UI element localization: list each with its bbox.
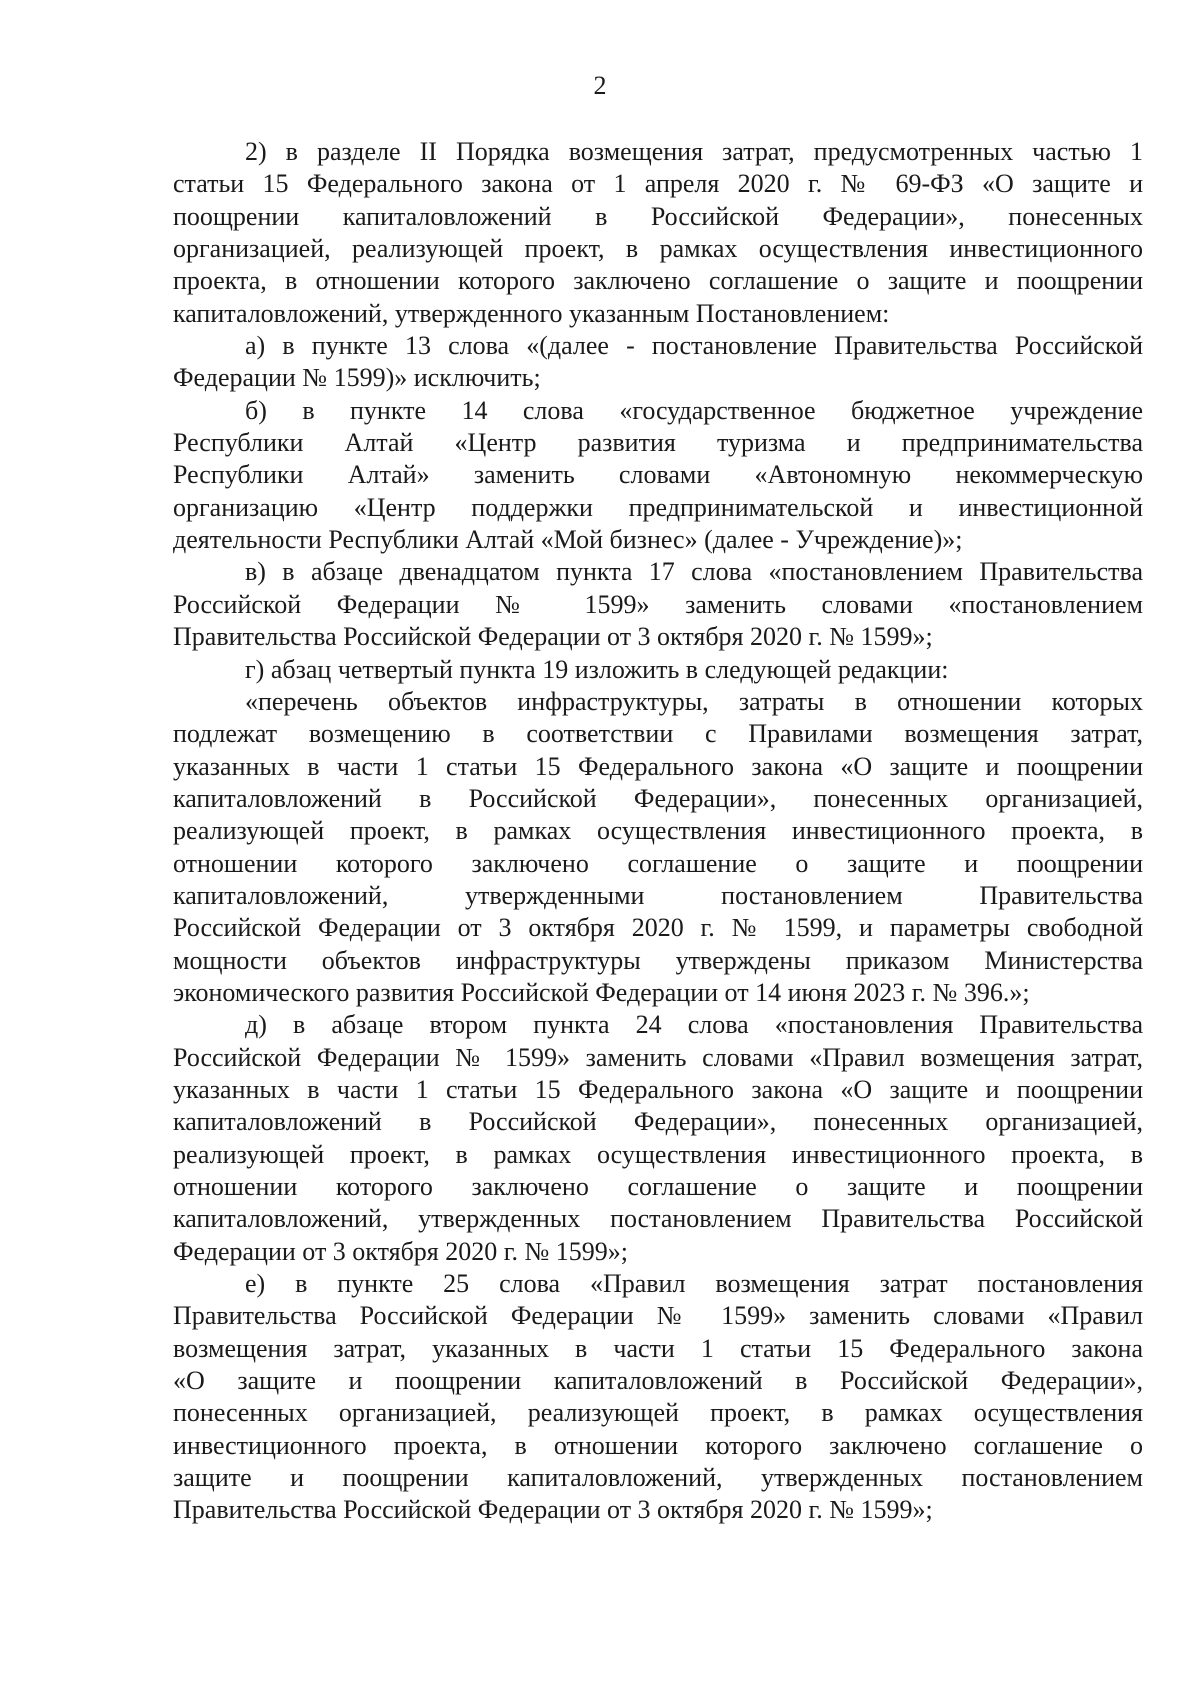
text-line: отношении которого заключено соглашение о защите и поощрении	[173, 1172, 1143, 1201]
text-line: реализующей проект, в рамках осуществления инвестиционного проекта, в	[173, 816, 1143, 846]
text-line: капиталовложений в Российской Федерации», понесенных организацией,	[173, 1107, 1143, 1137]
text-line: Федерации № 1599)» исключить;	[173, 363, 541, 393]
text-line: Республики Алтай» заменить словами «Автономную некоммерческую	[173, 460, 1143, 490]
text-line: организацией, реализующей проект, в рамках осуществления инвестиционного	[173, 234, 1143, 264]
text-line: б) в пункте 14 слова «государственное бюджетное учреждение	[245, 395, 1143, 425]
text-line: Российской Федерации № 1599» заменить словами «постановлением	[173, 589, 1143, 619]
text-line: «О защите и поощрении капиталовложений в Российской Федерации»,	[173, 1366, 1143, 1396]
text-line: Российской Федерации от 3 октября 2020 г. № 1599, и параметры свободной	[173, 913, 1143, 943]
text-line: е) в пункте 25 слова «Правил возмещения затрат постановления	[245, 1269, 1143, 1299]
paragraph	[173, 556, 1143, 653]
text-line: указанных в части 1 статьи 15 Федерального закона «О защите и поощрении	[173, 1074, 1143, 1104]
paragraph	[173, 654, 1143, 686]
text-line: Правительства Российской Федерации № 1599» заменить словами «Правил	[173, 1301, 1143, 1331]
text-line: поощрении капиталовложений в Российской Федерации», понесенных	[173, 201, 1143, 231]
text-line: 2) в разделе II Порядка возмещения затрат, предусмотренных частью 1	[245, 137, 1143, 166]
paragraph	[173, 395, 1143, 557]
paragraph	[173, 1009, 1143, 1268]
text-line: капиталовложений в Российской Федерации», понесенных организацией,	[173, 783, 1143, 813]
text-line: понесенных организацией, реализующей проект, в рамках осуществления	[173, 1398, 1143, 1428]
paragraph	[173, 136, 1143, 330]
paragraph	[173, 330, 1143, 395]
text-line: статьи 15 Федерального закона от 1 апреля 2020 г. № 69-ФЗ «О защите и	[173, 169, 1143, 199]
text-line: деятельности Республики Алтай «Мой бизнес» (далее - Учреждение)»;	[173, 525, 963, 555]
text-line: капиталовложений, утвержденных постановлением Правительства Российской	[173, 1204, 1143, 1234]
text-line: д) в абзаце втором пункта 24 слова «постановления Правительства	[245, 1010, 1143, 1040]
text-line: «перечень объектов инфраструктуры, затраты в отношении которых	[245, 686, 1143, 716]
text-line: капиталовложений, утвержденными постановлением Правительства	[173, 880, 1143, 910]
text-line: а) в пункте 13 слова «(далее - постановление Правительства Российской	[245, 331, 1143, 361]
text-line: капиталовложений, утвержденного указанным Постановлением:	[173, 298, 890, 328]
text-line: подлежат возмещению в соответствии с Правилами возмещения затрат,	[173, 719, 1143, 749]
text-line: мощности объектов инфраструктуры утверждены приказом Министерства	[173, 945, 1143, 975]
text-line: экономического развития Российской Федерации от 14 июня 2023 г. № 396.»;	[173, 977, 1030, 1007]
text-line: возмещения затрат, указанных в части 1 статьи 15 Федерального закона	[173, 1333, 1143, 1363]
text-line: инвестиционного проекта, в отношении которого заключено соглашение о	[173, 1430, 1143, 1460]
text-line: отношении которого заключено соглашение о защите и поощрении	[173, 848, 1143, 878]
paragraph	[173, 686, 1143, 1009]
paragraph	[173, 1268, 1143, 1527]
text-line: Российской Федерации № 1599» заменить словами «Правил возмещения затрат,	[173, 1042, 1143, 1072]
text-line: Правительства Российской Федерации от 3 октября 2020 г. № 1599»;	[173, 1495, 933, 1525]
text-line: Республики Алтай «Центр развития туризма и предпринимательства	[173, 428, 1143, 458]
page-number: 2	[593, 71, 607, 100]
text-line: г) абзац четвертый пункта 19 изложить в следующей редакции:	[245, 654, 949, 684]
text-line: в) в абзаце двенадцатом пункта 17 слова «постановлением Правительства	[245, 557, 1143, 587]
text-line: организацию «Центр поддержки предпринимательской и инвестиционной	[173, 492, 1143, 522]
text-line: проекта, в отношении которого заключено соглашение о защите и поощрении	[173, 266, 1143, 296]
text-line: реализующей проект, в рамках осуществления инвестиционного проекта, в	[173, 1139, 1143, 1169]
text-line: защите и поощрении капиталовложений, утвержденных постановлением	[173, 1463, 1143, 1493]
document-body	[173, 136, 1143, 1527]
text-line: указанных в части 1 статьи 15 Федерального закона «О защите и поощрении	[173, 751, 1143, 781]
text-line: Правительства Российской Федерации от 3 октября 2020 г. № 1599»;	[173, 622, 933, 652]
text-line: Федерации от 3 октября 2020 г. № 1599»;	[173, 1236, 629, 1266]
